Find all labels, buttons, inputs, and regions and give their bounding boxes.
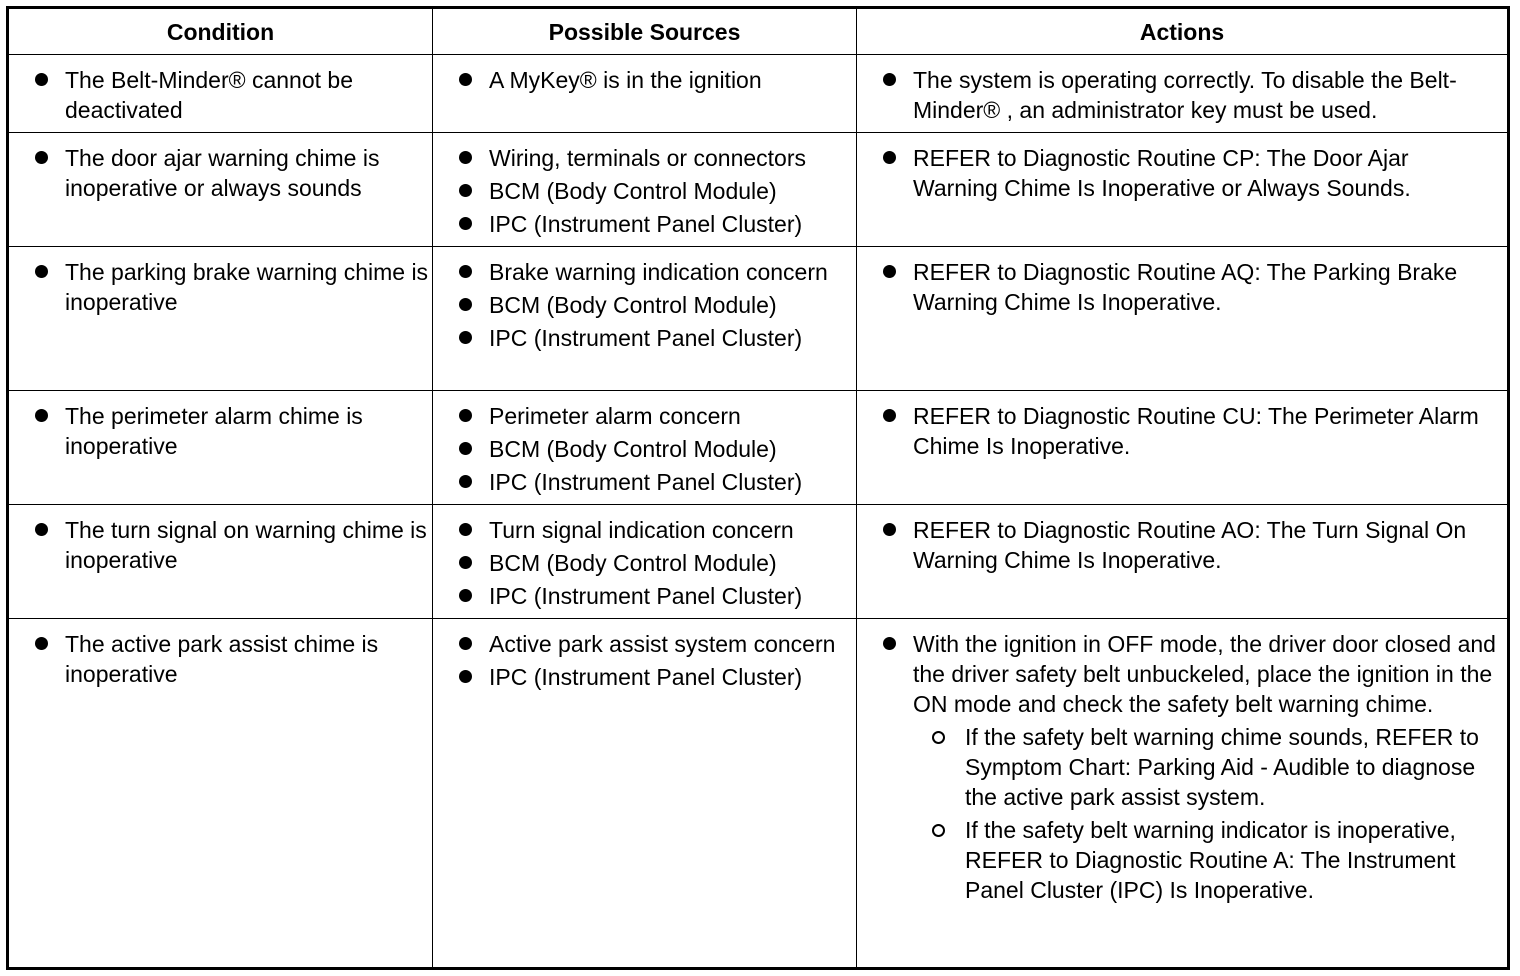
source-text: Active park assist system concern xyxy=(489,631,836,657)
sub-actions-list xyxy=(913,722,1499,905)
actions-list xyxy=(857,257,1507,317)
condition-cell xyxy=(8,505,433,619)
source-text: Wiring, terminals or connectors xyxy=(489,145,806,171)
table-row xyxy=(8,505,1509,619)
list-item xyxy=(433,290,856,320)
bullet-icon xyxy=(35,151,48,164)
bullet-icon xyxy=(883,637,896,650)
bullet-icon xyxy=(35,523,48,536)
table-body xyxy=(8,55,1509,969)
list-item xyxy=(433,548,856,578)
source-text: IPC (Instrument Panel Cluster) xyxy=(489,211,803,237)
sub-action-text: If the safety belt warning indicator is inoperative, REFER to Diagnostic Routine A: The Instrument Panel Cluster (IPC) Is Inoperative. xyxy=(965,817,1456,903)
condition-text: The turn signal on warning chime is inoperative xyxy=(65,517,427,573)
condition-text: The perimeter alarm chime is inoperative xyxy=(65,403,363,459)
action-text: REFER to Diagnostic Routine AQ: The Parking Brake Warning Chime Is Inoperative. xyxy=(913,259,1458,315)
bullet-icon xyxy=(459,265,472,278)
list-item xyxy=(433,434,856,464)
source-text: Brake warning indication concern xyxy=(489,259,828,285)
condition-cell xyxy=(8,133,433,247)
actions-list xyxy=(857,515,1507,575)
list-item xyxy=(433,257,856,287)
condition-text: The active park assist chime is inoperative xyxy=(65,631,379,687)
list-item xyxy=(433,515,856,545)
list-item xyxy=(433,401,856,431)
bullet-icon xyxy=(459,217,472,230)
list-item xyxy=(857,515,1507,575)
hollow-bullet-icon xyxy=(932,731,945,744)
list-item xyxy=(9,65,432,125)
actions-cell xyxy=(857,133,1509,247)
list-item xyxy=(433,143,856,173)
bullet-icon xyxy=(35,637,48,650)
sources-cell xyxy=(433,505,857,619)
sources-list xyxy=(433,257,856,353)
list-item xyxy=(9,629,432,689)
condition-text: The door ajar warning chime is inoperative or always sounds xyxy=(65,145,380,201)
sources-list xyxy=(433,629,856,692)
table-row xyxy=(8,55,1509,133)
condition-cell xyxy=(8,55,433,133)
source-text: Turn signal indication concern xyxy=(489,517,794,543)
sources-cell xyxy=(433,619,857,969)
symptom-chart-table xyxy=(6,6,1510,970)
bullet-icon xyxy=(883,73,896,86)
bullet-icon xyxy=(883,523,896,536)
condition-cell xyxy=(8,247,433,391)
list-item xyxy=(433,629,856,659)
sources-list xyxy=(433,515,856,611)
actions-list xyxy=(857,143,1507,203)
hollow-bullet-icon xyxy=(932,824,945,837)
sub-list-item xyxy=(913,815,1499,905)
bullet-icon xyxy=(459,523,472,536)
condition-cell xyxy=(8,619,433,969)
bullet-icon xyxy=(459,151,472,164)
header-possible-sources: Possible Sources xyxy=(433,8,857,55)
header-condition: Condition xyxy=(8,8,433,55)
source-text: BCM (Body Control Module) xyxy=(489,436,777,462)
list-item xyxy=(9,401,432,461)
bullet-icon xyxy=(459,475,472,488)
bullet-icon xyxy=(35,265,48,278)
table-row xyxy=(8,247,1509,391)
source-text: A MyKey® is in the ignition xyxy=(489,67,762,93)
source-text: IPC (Instrument Panel Cluster) xyxy=(489,664,803,690)
bullet-icon xyxy=(459,409,472,422)
actions-cell xyxy=(857,505,1509,619)
list-item xyxy=(433,65,856,95)
bullet-icon xyxy=(459,73,472,86)
list-item xyxy=(857,401,1507,461)
condition-text: The parking brake warning chime is inoperative xyxy=(65,259,429,315)
source-text: Perimeter alarm concern xyxy=(489,403,741,429)
condition-list xyxy=(9,515,432,575)
bullet-icon xyxy=(459,331,472,344)
source-text: IPC (Instrument Panel Cluster) xyxy=(489,469,803,495)
table-row xyxy=(8,391,1509,505)
sources-cell xyxy=(433,133,857,247)
condition-cell xyxy=(8,391,433,505)
action-text: REFER to Diagnostic Routine AO: The Turn Signal On Warning Chime Is Inoperative. xyxy=(913,517,1467,573)
list-item xyxy=(433,467,856,497)
list-item xyxy=(433,581,856,611)
bullet-icon xyxy=(459,442,472,455)
sources-cell xyxy=(433,391,857,505)
action-text: REFER to Diagnostic Routine CU: The Perimeter Alarm Chime Is Inoperative. xyxy=(913,403,1479,459)
actions-list xyxy=(857,65,1507,125)
condition-list xyxy=(9,143,432,203)
list-item xyxy=(857,65,1507,125)
bullet-icon xyxy=(459,556,472,569)
actions-cell xyxy=(857,619,1509,969)
list-item xyxy=(857,143,1507,203)
action-text: REFER to Diagnostic Routine CP: The Door Ajar Warning Chime Is Inoperative or Always Sounds. xyxy=(913,145,1411,201)
action-text: With the ignition in OFF mode, the driver door closed and the driver safety belt unbuckeled, place the ignition in the ON mode and check the safety belt warning chime. xyxy=(913,631,1496,717)
list-item xyxy=(857,257,1507,317)
source-text: BCM (Body Control Module) xyxy=(489,550,777,576)
condition-text: The Belt-Minder® cannot be deactivated xyxy=(65,67,353,123)
sources-list xyxy=(433,401,856,497)
table-row xyxy=(8,619,1509,969)
source-text: BCM (Body Control Module) xyxy=(489,292,777,318)
list-item xyxy=(433,176,856,206)
list-item xyxy=(433,662,856,692)
sources-cell xyxy=(433,247,857,391)
list-item xyxy=(9,257,432,317)
list-item xyxy=(433,323,856,353)
actions-list xyxy=(857,401,1507,461)
condition-list xyxy=(9,401,432,461)
list-item xyxy=(857,629,1507,905)
action-text: The system is operating correctly. To disable the Belt-Minder® , an administrator key must be used. xyxy=(913,67,1457,123)
list-item xyxy=(9,515,432,575)
bullet-icon xyxy=(883,265,896,278)
list-item xyxy=(433,209,856,239)
header-actions: Actions xyxy=(857,8,1509,55)
source-text: BCM (Body Control Module) xyxy=(489,178,777,204)
bullet-icon xyxy=(459,298,472,311)
list-item xyxy=(9,143,432,203)
bullet-icon xyxy=(883,409,896,422)
sub-list-item xyxy=(913,722,1499,812)
actions-list xyxy=(857,629,1507,905)
sources-list xyxy=(433,143,856,239)
sources-list xyxy=(433,65,856,95)
table-row xyxy=(8,133,1509,247)
sub-action-text: If the safety belt warning chime sounds, REFER to Symptom Chart: Parking Aid - Audible to diagnose the active park assist system. xyxy=(965,724,1479,810)
bullet-icon xyxy=(883,151,896,164)
source-text: IPC (Instrument Panel Cluster) xyxy=(489,583,803,609)
bullet-icon xyxy=(459,637,472,650)
header-row xyxy=(8,8,1509,55)
bullet-icon xyxy=(35,73,48,86)
condition-list xyxy=(9,629,432,689)
table-header xyxy=(8,8,1509,55)
condition-list xyxy=(9,65,432,125)
actions-cell xyxy=(857,247,1509,391)
source-text: IPC (Instrument Panel Cluster) xyxy=(489,325,803,351)
condition-list xyxy=(9,257,432,317)
bullet-icon xyxy=(35,409,48,422)
bullet-icon xyxy=(459,670,472,683)
actions-cell xyxy=(857,55,1509,133)
sources-cell xyxy=(433,55,857,133)
bullet-icon xyxy=(459,184,472,197)
bullet-icon xyxy=(459,589,472,602)
actions-cell xyxy=(857,391,1509,505)
